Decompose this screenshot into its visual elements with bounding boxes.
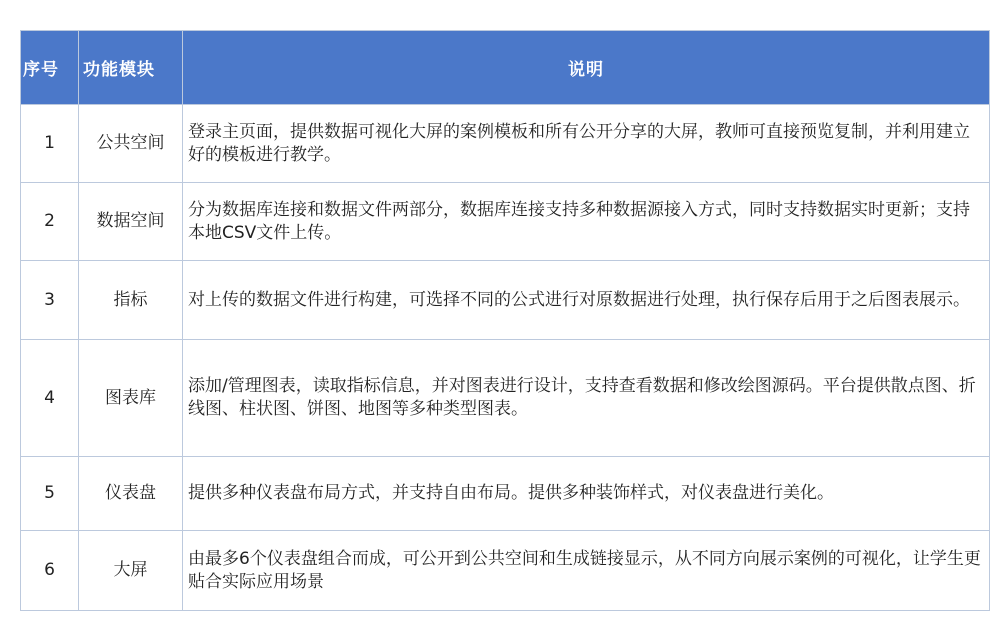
row-num: 2 [21, 183, 79, 261]
feature-table [20, 30, 990, 611]
row-module: 仪表盘 [79, 457, 183, 531]
row-module: 大屏 [79, 531, 183, 611]
row-module: 图表库 [79, 340, 183, 457]
row-num: 3 [21, 261, 79, 340]
row-num: 1 [21, 105, 79, 183]
table-row [21, 457, 990, 531]
row-description: 添加/管理图表，读取指标信息，并对图表进行设计，支持查看数据和修改绘图源码。平台提供散点图、折线图、柱状图、饼图、地图等多种类型图表。 [183, 340, 990, 457]
table-row [21, 261, 990, 340]
table-row [21, 531, 990, 611]
row-description: 分为数据库连接和数据文件两部分，数据库连接支持多种数据源接入方式，同时支持数据实时更新；支持本地CSV文件上传。 [183, 183, 990, 261]
row-module: 公共空间 [79, 105, 183, 183]
row-num: 5 [21, 457, 79, 531]
row-description: 对上传的数据文件进行构建，可选择不同的公式进行对原数据进行处理，执行保存后用于之后图表展示。 [183, 261, 990, 340]
row-num: 6 [21, 531, 79, 611]
row-num: 4 [21, 340, 79, 457]
row-description: 提供多种仪表盘布局方式，并支持自由布局。提供多种装饰样式，对仪表盘进行美化。 [183, 457, 990, 531]
header-description: 说明 [183, 31, 990, 105]
header-num: 序号 [21, 31, 79, 105]
row-description: 由最多6个仪表盘组合而成，可公开到公共空间和生成链接显示，从不同方向展示案例的可视化，让学生更贴合实际应用场景 [183, 531, 990, 611]
table-row [21, 105, 990, 183]
row-module: 指标 [79, 261, 183, 340]
table-row [21, 340, 990, 457]
header-module: 功能模块 [79, 31, 183, 105]
row-description: 登录主页面，提供数据可视化大屏的案例模板和所有公开分享的大屏，教师可直接预览复制，并利用建立好的模板进行教学。 [183, 105, 990, 183]
table-header-row [21, 31, 990, 105]
row-module: 数据空间 [79, 183, 183, 261]
table-row [21, 183, 990, 261]
